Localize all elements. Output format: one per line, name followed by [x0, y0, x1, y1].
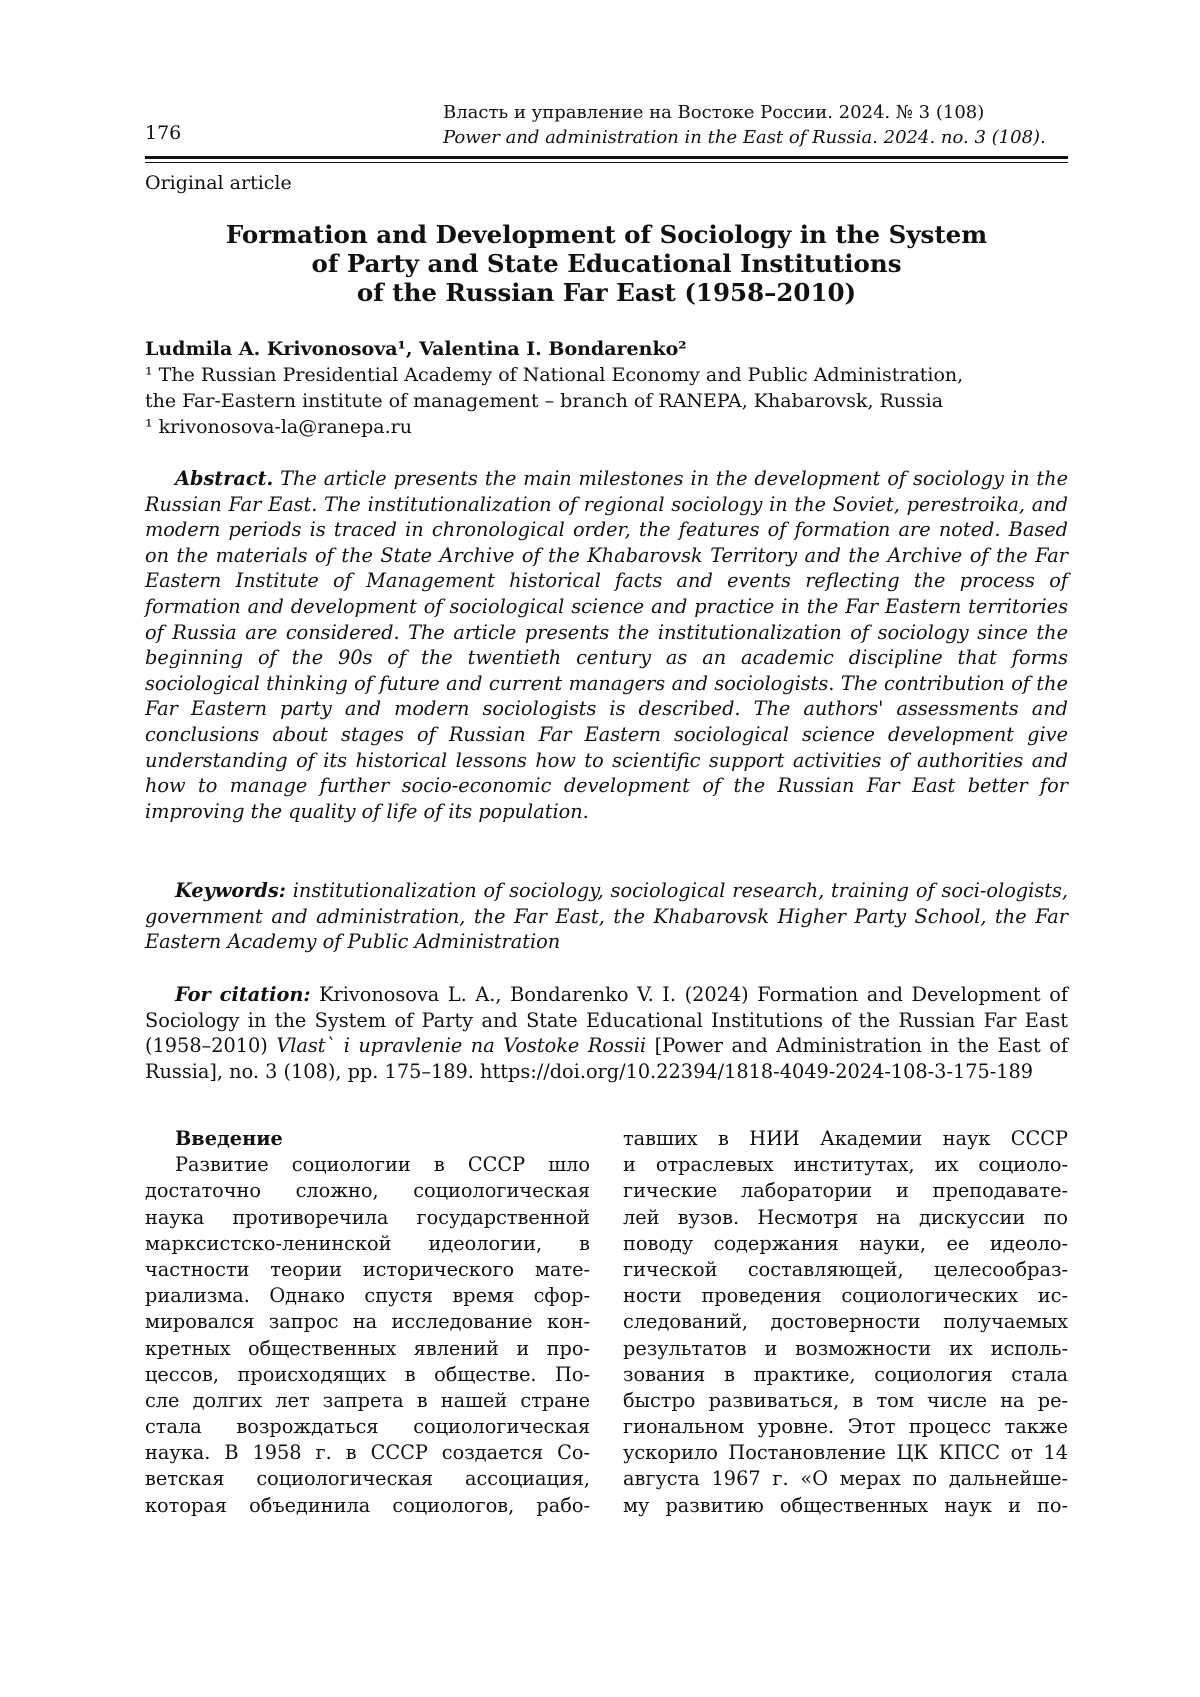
text-line: стала возрождаться социологическая: [145, 1415, 590, 1439]
text-line: наука. В 1958 г. в СССР создается Со-: [145, 1441, 590, 1465]
text-line: частности теории исторического мате-: [145, 1257, 590, 1281]
citation-text-after: [Power and Administration in the East of Russia], no. 3 (108), pp. 175–189. https://doi.org/10.22394/1818-4049-2024-108-3-175-189: [145, 1034, 1068, 1083]
left-column-text: [145, 1152, 590, 1519]
journal-title-ru: Власть и управление на Востоке России. 2024. № 3 (108): [443, 102, 985, 123]
keywords-label: Keywords:: [175, 879, 286, 902]
text-line: сле долгих лет запрета в нашей стране: [145, 1388, 590, 1412]
text-line: Развитие социологии в СССР шло: [175, 1153, 590, 1177]
text-line: ности проведения социологических ис-: [623, 1284, 1068, 1308]
article-title: [145, 220, 1068, 307]
text-line: кретных общественных явлений и про-: [145, 1336, 590, 1360]
text-line: зования в практике, социология стала: [623, 1362, 1068, 1386]
body-column-left: [145, 1126, 590, 1519]
text-line: марксистско-ленинской идеологии, в: [145, 1231, 590, 1255]
citation-journal: Vlast` i upravlenie na Vostoke Rossii: [276, 1034, 647, 1058]
text-line: результатов и возможности их исполь-: [623, 1336, 1068, 1360]
running-header: [145, 100, 1068, 150]
citation-label: For citation:: [175, 983, 311, 1006]
text-line: лей вузов. Несмотря на дискуссии по: [623, 1205, 1068, 1229]
text-line: которая объединила социологов, рабо-: [145, 1493, 590, 1517]
article-type: Original article: [145, 172, 292, 194]
text-line: поводу содержания науки, ее идеоло-: [623, 1231, 1068, 1255]
text-line: гиональном уровне. Этот процесс также: [623, 1415, 1068, 1439]
text-line: гические лаборатории и преподавате-: [623, 1179, 1068, 1203]
text-line: ускорило Постановление ЦК КПСС от 14: [623, 1441, 1068, 1465]
text-line: цессов, происходящих в обществе. По-: [145, 1362, 590, 1386]
affiliation-line: the Far-Eastern institute of management – branch of RANEPA, Khabarovsk, Russia: [145, 390, 944, 412]
text-line: гической составляющей, целесообраз-: [623, 1257, 1068, 1281]
keywords: [145, 878, 1068, 955]
page-number: 176: [145, 122, 182, 144]
abstract-text: The article presents the main milestones in the development of sociology in the Russian Far East. The institutionalization of regional sociology in the Soviet, perestroika, and modern periods is traced in chronological order, the features of formation are noted. Based on the materials of the State Archive of the Khabarovsk Territory and the Archive of the Far Eastern Institute of Management historical facts and events reflecting the process of formation and development of sociological science and practice in the Far Eastern territories of Russia are considered. The article presents the institutionalization of sociology since the beginning of the 90s of the twentieth century as an academic discipline that forms sociological thinking of future and current managers and sociologists. The contribution of the Far Eastern party and modern sociologists is described. The authors' assessments and conclusions about stages of Russian Far Eastern sociological science development give understanding of its historical lessons how to scientific support activities of authorities and how to manage further socio-economic development of the Russian Far East better for improving the quality of life of its population.: [145, 467, 1068, 823]
authors: Ludmila A. Krivonosova¹, Valentina I. Bondarenko²: [145, 338, 687, 360]
author-email: ¹ krivonosova-la@ranepa.ru: [145, 416, 412, 438]
text-line: му развитию общественных наук и по-: [623, 1493, 1068, 1517]
journal-title-en: Power and administration in the East of Russia. 2024. no. 3 (108).: [443, 127, 1046, 148]
title-line: of the Russian Far East (1958–2010): [356, 278, 857, 307]
header-rule-thin: [145, 162, 1068, 163]
affiliation-line: ¹ The Russian Presidential Academy of National Economy and Public Administration,: [145, 364, 964, 386]
text-line: тавших в НИИ Академии наук СССР: [623, 1127, 1068, 1150]
text-line: мировался запрос на исследование кон-: [145, 1310, 590, 1334]
body-column-right: [623, 1126, 1068, 1519]
affiliations: [145, 362, 1068, 440]
header-rule-thick: [145, 156, 1068, 159]
section-heading: Введение: [175, 1127, 283, 1150]
text-line: риализма. Однако спустя время сфор-: [145, 1284, 590, 1308]
text-line: следований, достоверности получаемых: [623, 1310, 1068, 1334]
abstract-label: Abstract.: [175, 467, 274, 490]
title-line: Formation and Development of Sociology in the System: [225, 220, 988, 249]
text-line: ветская социологическая ассоциация,: [145, 1467, 590, 1491]
text-line: наука противоречила государственной: [145, 1205, 590, 1229]
text-line: августа 1967 г. «О мерах по дальнейше-: [623, 1467, 1068, 1491]
citation-text: Krivonosova L. A., Bondarenko V. I. (2024) Formation and Development of Sociology in the System of Party and State Educational Institutions of the Russian Far East (1958–2010): [145, 983, 1068, 1058]
abstract: [145, 466, 1068, 824]
journal-info: [443, 100, 1046, 150]
keywords-text: institutionalization of sociology, sociological research, training of soci-ologists, government and administration, the Far East, the Khabarovsk Higher Party School, the Far Eastern Academy of Public Administration: [145, 879, 1068, 954]
text-line: и отраслевых институтах, их социоло-: [623, 1153, 1068, 1177]
title-line: of Party and State Educational Institutions: [311, 249, 902, 278]
text-line: быстро развиваться, в том числе на ре-: [623, 1388, 1068, 1412]
right-column-text: [623, 1126, 1068, 1519]
text-line: достаточно сложно, социологическая: [145, 1179, 590, 1203]
citation: [145, 982, 1068, 1084]
